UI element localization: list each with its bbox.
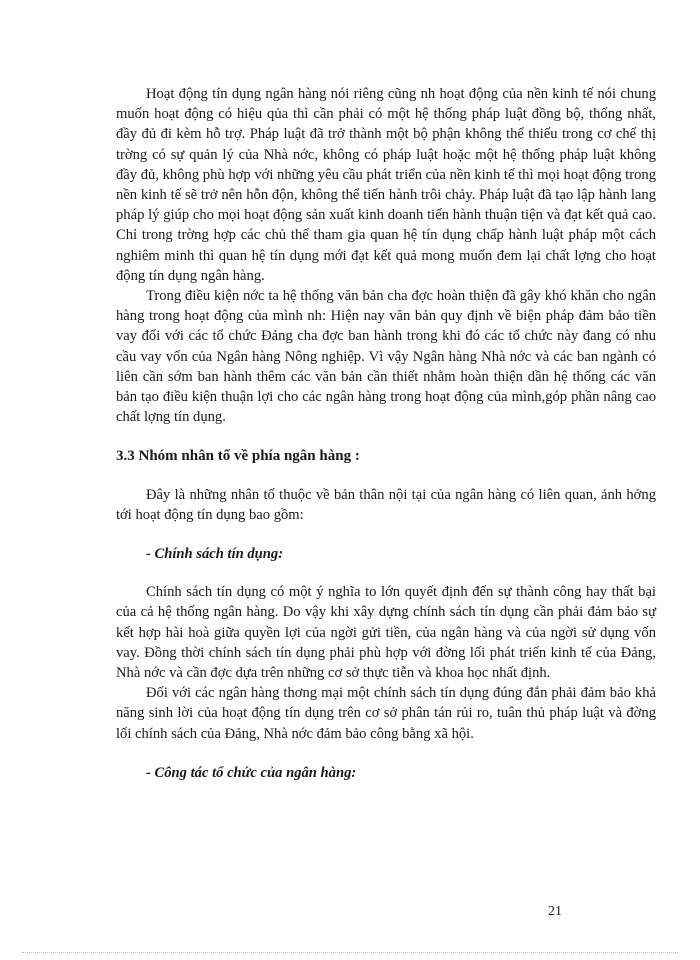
paragraph-credit-policy: Chính sách tín dụng có một ý nghĩa to lớn quyết định đến sự thành công hay thất bại của cả hệ thống ngân hàng. Do vậy khi xây dựng chính sách tín dụng cần phải đảm bảo sự kết hợp hài hoà giữa quyền lợi của ngời gửi tiền, của ngân hàng và của ngời sử dụng vốn vay. Đồng thời chính sách tín dụng phải phù hợp với đờng lối phát triển kinh tế của Đảng, Nhà nớc và cần đợc dựa trên những cơ sở thực tiễn và khoa học nhất định. (116, 584, 656, 682)
paragraph-legal-framework: Hoạt động tín dụng ngân hàng nói riêng cũng nh hoạt động của nền kinh tế nói chung muốn hoạt động có hiệu qủa thì cần phải có một hệ thống pháp luật đồng bộ, thống nhất, đầy đủ đi kèm hỗ trợ. Pháp luật đã trở thành một bộ phận không thể thiếu trong cơ chế thị trờng có sự quản lý của Nhà nớc, không có pháp luật hoặc một hệ thống pháp luật không đầy đủ, không phù hợp với những yêu cầu phát triển của nền kinh tế thì mọi hoạt động trong nền kinh tế sẽ trở nên hỗn độn, không thể tiến hành trôi chảy. Pháp luật đã tạo lập hành lang pháp lý giúp cho mọi hoạt động sản xuất kinh doanh tiến hành thuận tiện và đạt kết quả cao. Chỉ trong trờng hợp các chủ thể tham gia quan hệ tín dụng chấp hành luật pháp một cách nghiêm minh thì quan hệ tín dụng mới đạt kết quả mong muốn đem lại chất lợng cho hoạt động tín dụng ngân hàng. (116, 86, 656, 284)
subheading-bank-organization: - Công tác tổ chức của ngân hàng: (146, 764, 357, 781)
paragraph-bank-factors: Đây là những nhân tố thuộc về bản thân nội tại của ngân hàng có liên quan, ảnh hởng tới hoạt động tín dụng bao gồm: (116, 486, 656, 523)
subheading-credit-policy: - Chính sách tín dụng: (146, 546, 284, 563)
page-number: 21 (548, 904, 562, 919)
paragraph-commercial-banks: Đối với các ngân hàng thơng mại một chính sách tín dụng đúng đắn phải đảm bảo khả năng sinh lời của hoạt động tín dụng trên cơ sở phân tán rủi ro, tuân thủ pháp luật và đờng lối chính sách của Đảng, Nhà nớc đảm bảo công bằng xã hội. (116, 685, 656, 742)
section-heading: 3.3 Nhóm nhân tố về phía ngân hàng : (116, 448, 360, 465)
paragraph-legal-documents: Trong điều kiện nớc ta hệ thống văn bản cha đợc hoàn thiện đã gây khó khăn cho ngân hàng trong hoạt động của mình nh: Hiện nay văn bản quy định về biện pháp đảm bảo tiền vay đối với các tổ chức Đảng cha đợc ban hành trong khi đó các tổ chức này đang có nhu cầu vay vốn của Ngân hàng Nông nghiệp. Vì vậy Ngân hàng Nhà nớc và các ban ngành có liên cần sớm ban hành thêm các văn bản cần thiết nhằm hoàn thiện dần hệ thống các văn bản tạo điều kiện thuận lợi cho các ngân hàng trong hoạt động của mình,góp phần nâng cao chất lợng tín dụng. (116, 288, 656, 426)
page-divider (22, 952, 678, 953)
document-body (116, 84, 656, 783)
